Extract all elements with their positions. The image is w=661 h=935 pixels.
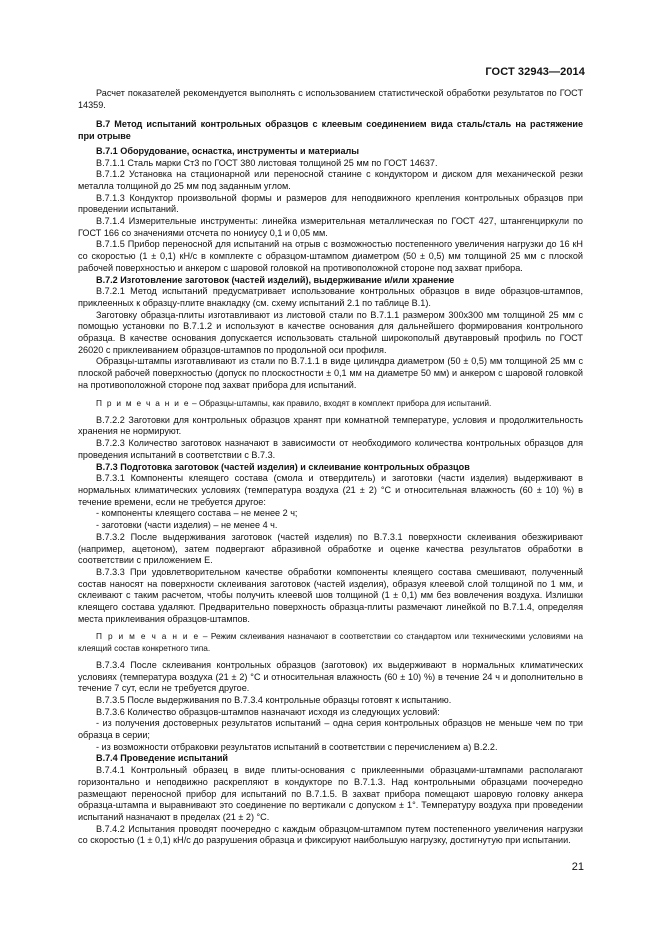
document-body xyxy=(78,88,583,847)
paragraph: В.7.3.1 Компоненты клеящего состава (смола и отвердитель) и заготовки (части изделия) выдерживают в нормальных климатических условиях (температура воздуха (21 ± 2) °С и относительная влажность (60 ± 10) %) в течение времени, если не требуется другое: xyxy=(78,473,583,507)
section-b73-title: В.7.3 Подготовка заготовок (частей изделия) и склеивание контрольных образцов xyxy=(96,461,470,472)
paragraph: В.7.3.3 При удовлетворительном качестве обработки компоненты клеящего состава смешивают, полученный состав наносят на поверхности склеивания заготовок (частей изделия), образуя клеевой слой толщиной по 1 мм, и склеивают с таким расчетом, чтобы получить клеевой шов толщиной (1 ± 0,1) мм без вовлечения воздуха. Излишки клеящего состава удаляют. Предварительно поверхность образца-плиты размечают линейкой по В.7.1.4, определяя места приклеивания образцов-штампов. xyxy=(78,566,583,624)
list-item: - из получения достоверных результатов испытаний – одна серия контрольных образцов не меньше чем по три образца в серии; xyxy=(78,718,583,741)
note-text: – Образцы-штампы, как правило, входят в комплект прибора для испытаний. xyxy=(189,397,492,408)
paragraph: В.7.4.2 Испытания проводят поочередно с каждым образцом-штампом путем постепенного увеличения нагрузки со скоростью (1 ± 0,1) кН/с до разрушения образца и фиксируют наибольшую нагрузку, достигнутую при испытании. xyxy=(78,823,583,846)
paragraph: В.7.1.3 Кондуктор произвольной формы и размеров для неподвижного крепления контрольных образцов при проведении испытаний. xyxy=(78,192,583,215)
list-item: - компоненты клеящего состава – не менее 2 ч; xyxy=(96,508,298,519)
note xyxy=(78,398,583,409)
paragraph: В.7.3.2 После выдерживания заготовок (частей изделия) по В.7.3.1 поверхности склеивания обезжиривают (например, ацетоном), затем подвергают абразивной обработке и оценке качества результатов обработки в соответствии с приложением Е. xyxy=(78,531,583,566)
paragraph: В.7.1.2 Установка на стационарной или переносной станине с кондуктором и диском для механической резки металла толщиной до 25 мм под заданным углом. xyxy=(78,169,583,191)
note-text: – Режим склеивания назначают в соответствии со стандартом или техническими условиями на клеящий состав конкретного типа. xyxy=(78,631,583,653)
note xyxy=(78,631,583,653)
paragraph: В.7.1.5 Прибор переносной для испытаний на отрыв с возможностью постепенного увеличения нагрузки до 16 кН со скоростью (1 ± 0,1) кН/с в комплекте с образцом-штампом диаметром (50 ± 0,5) мм толщиной 25 мм с плоской рабочей поверхностью и анкером с шаровой головкой на противоположной стороне под захват прибора. xyxy=(78,239,583,273)
paragraph: В.7.3.4 После склеивания контрольных образцов (заготовок) их выдерживают в нормальных климатических условиях (температура воздуха (21 ± 2) °С и относительная влажность (60 ± 10) %) в течение 24 ч и дополнительно в течение 7 сут, если не требуется другое. xyxy=(78,659,583,694)
note-label: П р и м е ч а н и е xyxy=(96,631,200,642)
section-b71-title: В.7.1 Оборудование, оснастка, инструменты и материалы xyxy=(96,145,360,156)
paragraph: В.7.2.2 Заготовки для контрольных образцов хранят при комнатной температуре, условия и продолжительность хранения не нормируют. xyxy=(78,414,583,437)
paragraph: В.7.3.6 Количество образцов-штампов назначают исходя из следующих условий: xyxy=(96,706,440,717)
paragraph: В.7.1.1 Сталь марки Ст3 по ГОСТ 380 листовая толщиной 25 мм по ГОСТ 14637. xyxy=(96,157,438,168)
note-label: П р и м е ч а н и е xyxy=(96,397,190,408)
paragraph: В.7.4.1 Контрольный образец в виде плиты-основания с приклеенными образцами-штампами располагают горизонтально и неподвижно раскрепляют в кондукторе по В.7.1.3. Над контрольными образцами поочередно размещают переносной прибор для испытаний по В.7.1.5. В захват прибора помещают шаровую головку анкера образца-штампа и выравнивают это соединение по вертикали с допуском ± 1°. Температуру воздуха при проведении испытаний назначают в пределах (21 ± 2) °С. xyxy=(78,765,583,822)
paragraph: В.7.3.5 После выдерживания по В.7.3.4 контрольные образцы готовят к испытанию. xyxy=(96,694,452,705)
paragraph: В.7.2.3 Количество заготовок назначают в зависимости от необходимого количества контрольных образцов для проведения испытаний в соответствии с В.7.3. xyxy=(78,438,583,460)
standard-code: ГОСТ 32943—2014 xyxy=(485,66,585,78)
list-item: - заготовки (части изделия) – не менее 4 ч. xyxy=(96,520,278,531)
paragraph: Заготовку образца-плиты изготавливают из листовой стали по В.7.1.1 размером 300х300 мм толщиной 25 мм с помощью установки по В.7.1.2 и используют в качестве основания для дальнейшего формирования контрольного образца. В качестве основания допускается использовать стальной широкополый двутавровый профиль по ГОСТ 26020 с приклеиванием образцов-штампов по продольной оси профиля. xyxy=(78,309,583,355)
section-b7-title: В.7 Метод испытаний контрольных образцов с клеевым соединением вида сталь/сталь на растяжение при отрыве xyxy=(78,119,583,142)
page-number: 21 xyxy=(571,861,584,873)
paragraph: В.7.2.1 Метод испытаний предусматривает использование контрольных образцов в виде образцов-штампов, приклеенных к образцу-плите внакладку (см. схему испытаний 2.1 по таблице В.1). xyxy=(78,286,583,308)
section-b74-title: В.7.4 Проведение испытаний xyxy=(96,753,229,764)
list-item: - из возможности отбраковки результатов испытаний в соответствии с перечислением а) В.2.2. xyxy=(96,741,498,752)
intro-paragraph: Расчет показателей рекомендуется выполнять с использованием статистической обработки результатов по ГОСТ 14359. xyxy=(78,88,583,110)
paragraph: Образцы-штампы изготавливают из стали по В.7.1.1 в виде цилиндра диаметром (50 ± 0,5) мм толщиной 25 мм с плоской рабочей поверхностью (допуск по плоскостности ± 0,1 мм на диаметре 50 мм) и анкером с шаровой головкой на противоположной стороне под захват прибора для испытаний. xyxy=(78,356,583,390)
paragraph: В.7.1.4 Измерительные инструменты: линейка измерительная металлическая по ГОСТ 427, штангенциркули по ГОСТ 166 со значениями отсчета по нониусу 0,1 и 0,05 мм. xyxy=(78,216,583,238)
section-b72-title: В.7.2 Изготовление заготовок (частей изделий), выдерживание и/или хранение xyxy=(96,274,455,285)
